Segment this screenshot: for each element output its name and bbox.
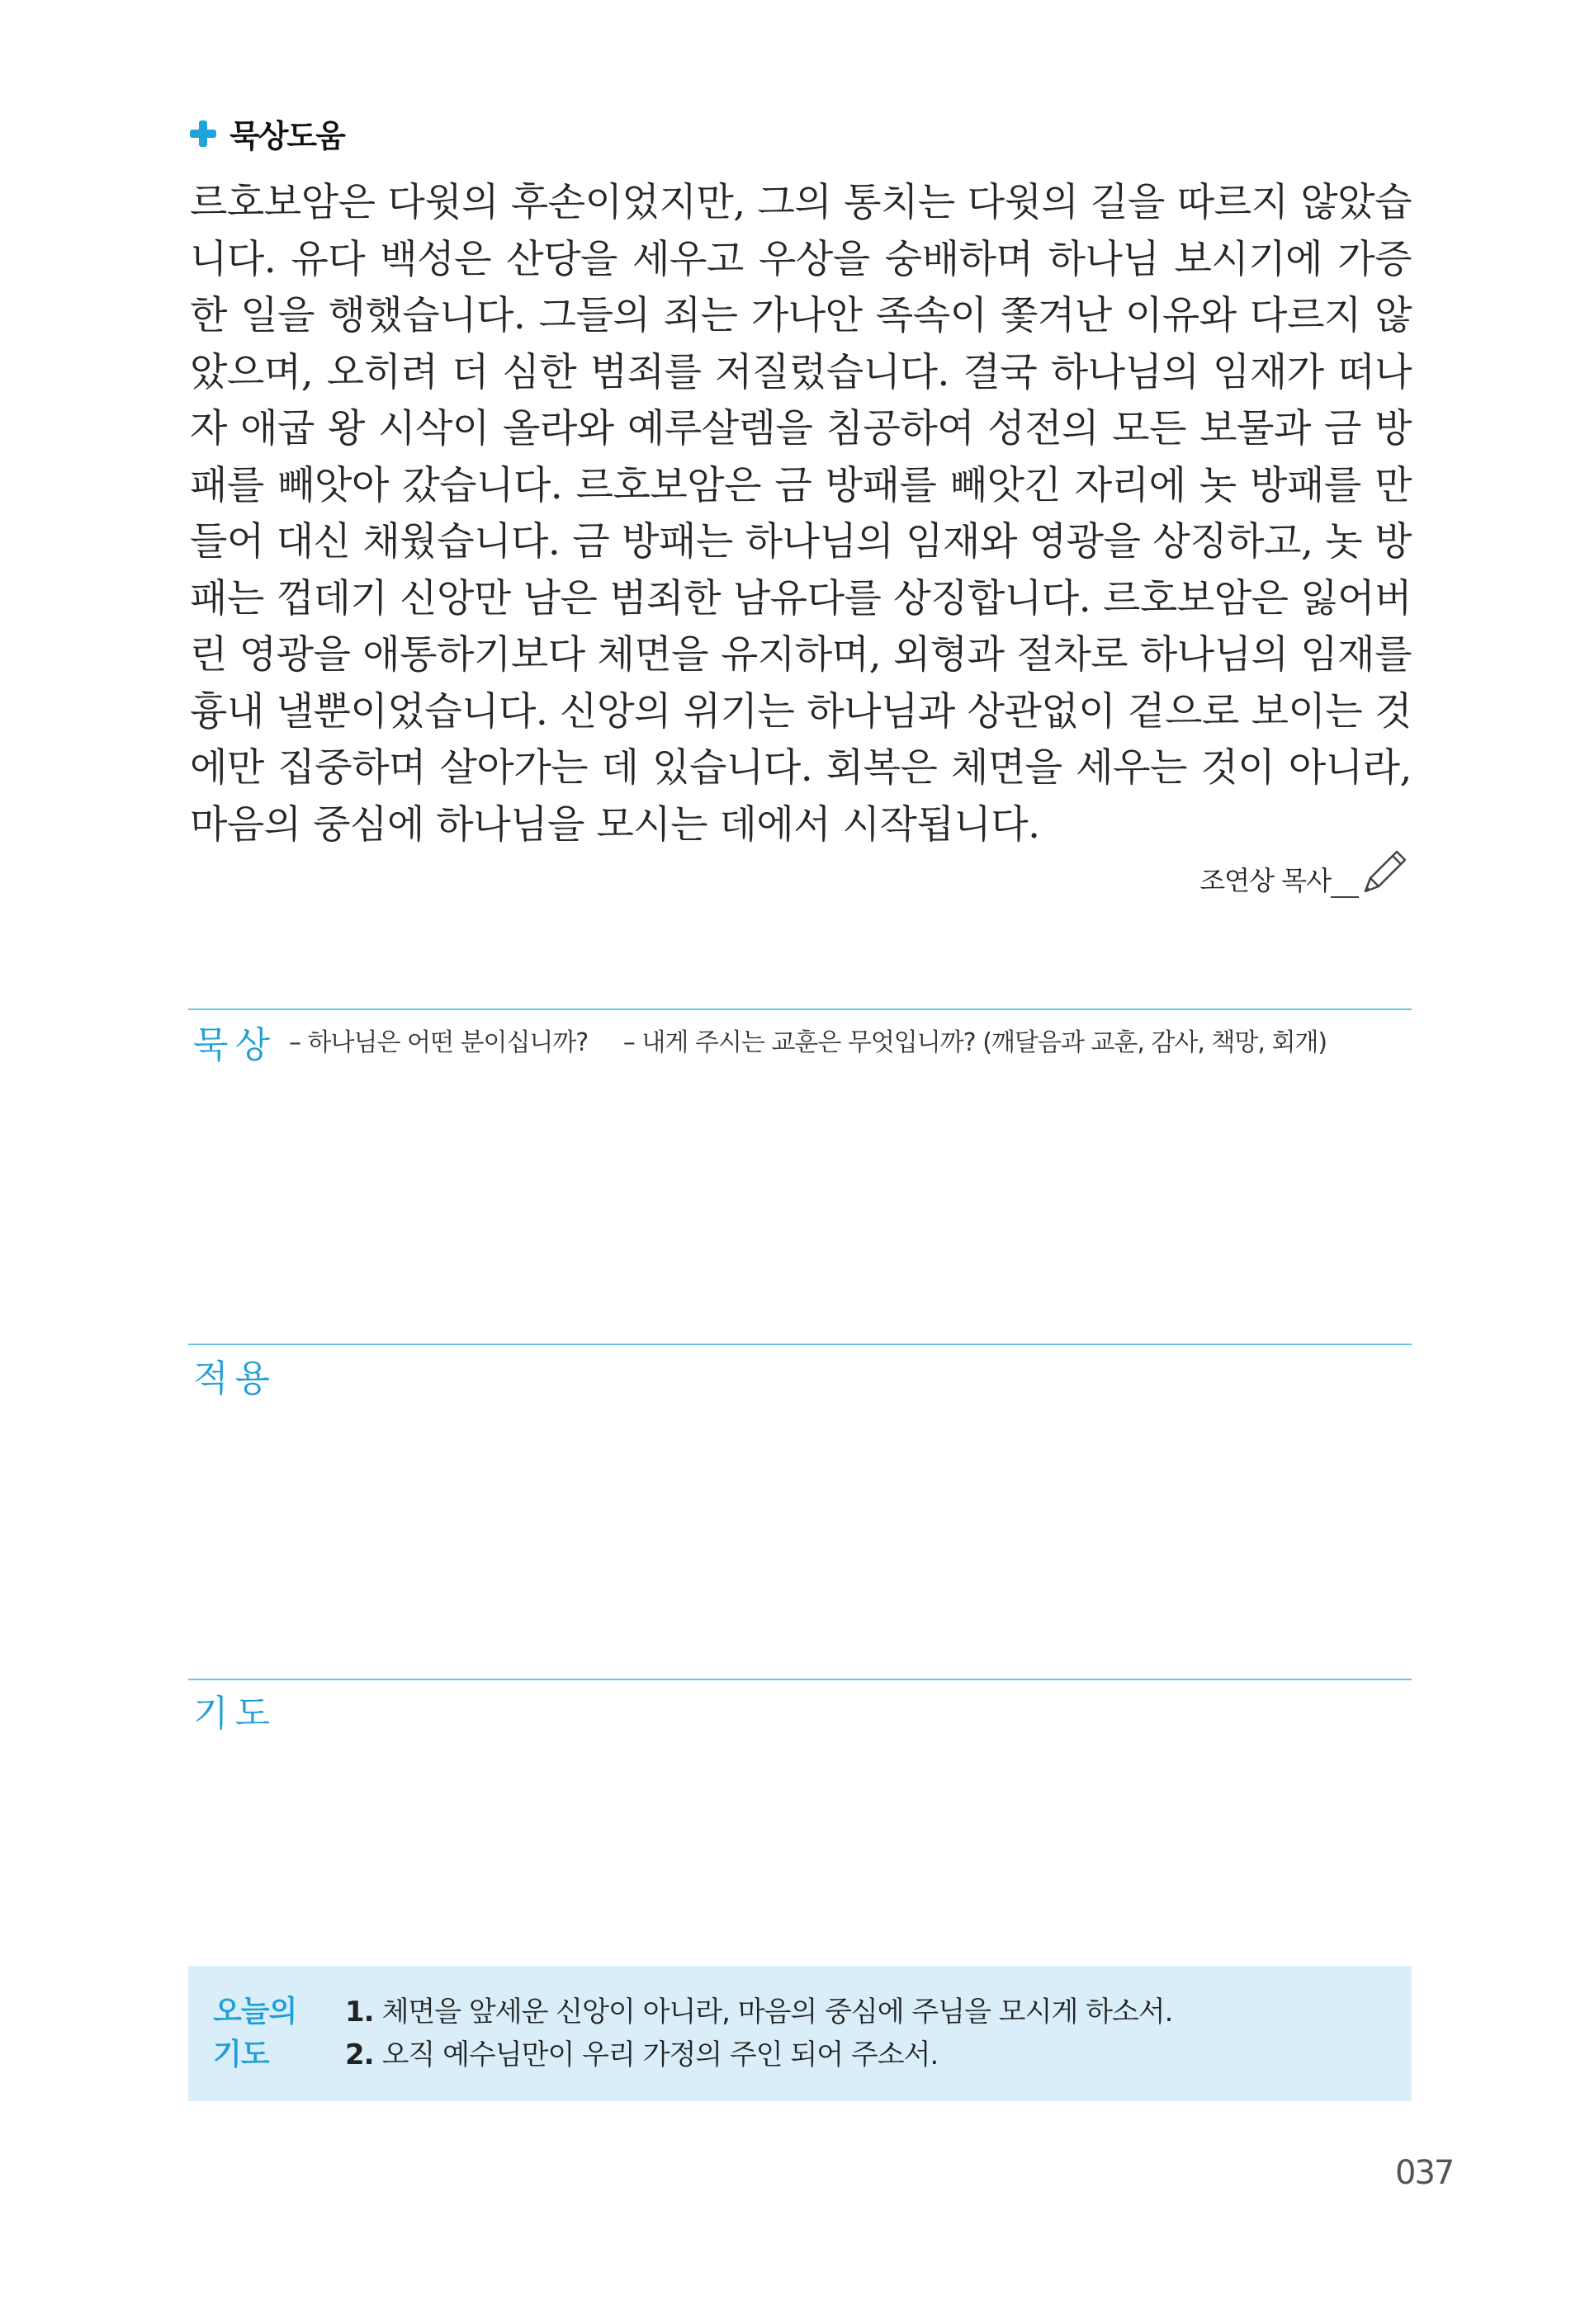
- prayer-label: 기도: [193, 1693, 277, 1735]
- prayer-item-number: 2.: [345, 2038, 374, 2071]
- plus-icon: [188, 119, 218, 149]
- prayer-item-text: 체면을 앞세운 신앙이 아니라, 마음의 중심에 주님을 모시게 하소서.: [381, 1996, 1173, 2029]
- meditation-help-title: 묵상도움: [229, 118, 344, 154]
- prayer-item-number: 1.: [345, 1996, 374, 2029]
- prayer-item-text: 오직 예수님만이 우리 가정의 주인 되어 주소서.: [381, 2038, 939, 2071]
- today-prayer-label: [213, 1991, 296, 2076]
- apply-label: 적용: [193, 1358, 277, 1400]
- today-prayer-label-line2: 기도: [213, 2038, 269, 2071]
- today-prayer-list: [345, 1991, 1172, 2076]
- pencil-icon: [1359, 847, 1410, 898]
- apply-divider: [188, 1344, 1412, 1345]
- meditate-divider: [188, 1008, 1412, 1010]
- page-number: 037: [1395, 2154, 1454, 2192]
- author-name: 조연상 목사: [1199, 865, 1331, 896]
- meditation-help-heading: [188, 111, 344, 156]
- meditate-label: 묵상: [193, 1024, 277, 1066]
- prayer-divider: [188, 1679, 1412, 1680]
- meditate-questions: [289, 1022, 1355, 1058]
- commentary-text: 르호보암은 다윗의 후손이었지만, 그의 통치는 다윗의 길을 따르지 않았습니다. 유다 백성은 산당을 세우고 우상을 숭배하며 하나님 보시기에 가증한 일을 행했습니다. 그들의 죄는 가나안 족속이 쫓겨난 이유와 다르지 않았으며, 오히려 더 심한 범죄를 저질렀습니다. 결국 하나님의 임재가 떠나자 애굽 왕 시삭이 올라와 예루살렘을 침공하여 성전의 모든 보물과 금 방패를 빼앗아 갔습니다. 르호보암은 금 방패를 빼앗긴 자리에 놋 방패를 만들어 대신 채웠습니다. 금 방패는 하나님의 임재와 영광을 상징하고, 놋 방패는 껍데기 신앙만 남은 범죄한 남유다를 상징합니다. 르호보암은 잃어버린 영광을 애통하기보다 체면을 유지하며, 외형과 절차로 하나님의 임재를 흉내 낼뿐이었습니다. 신앙의 위기는 하나님과 상관없이 겉으로 보이는 것에만 집중하며 살아가는 데 있습니다. 회복은 체면을 세우는 것이 아니라, 마음의 중심에 하나님을 모시는 데에서 시작됩니다.: [190, 180, 1412, 848]
- signature-underline: [1331, 872, 1359, 898]
- prayer-item: [345, 1991, 1172, 2034]
- question-lesson: – 내게 주시는 교훈은 무엇입니까? (깨달음과 교훈, 감사, 책망, 회개): [622, 1028, 1327, 1057]
- question-who-is-god: – 하나님은 어떤 분이십니까?: [289, 1028, 589, 1057]
- author-signature: [1199, 847, 1410, 898]
- today-prayer-label-line1: 오늘의: [213, 1995, 297, 2029]
- prayer-item: [345, 2034, 1172, 2076]
- today-prayer-box: [188, 1966, 1412, 2101]
